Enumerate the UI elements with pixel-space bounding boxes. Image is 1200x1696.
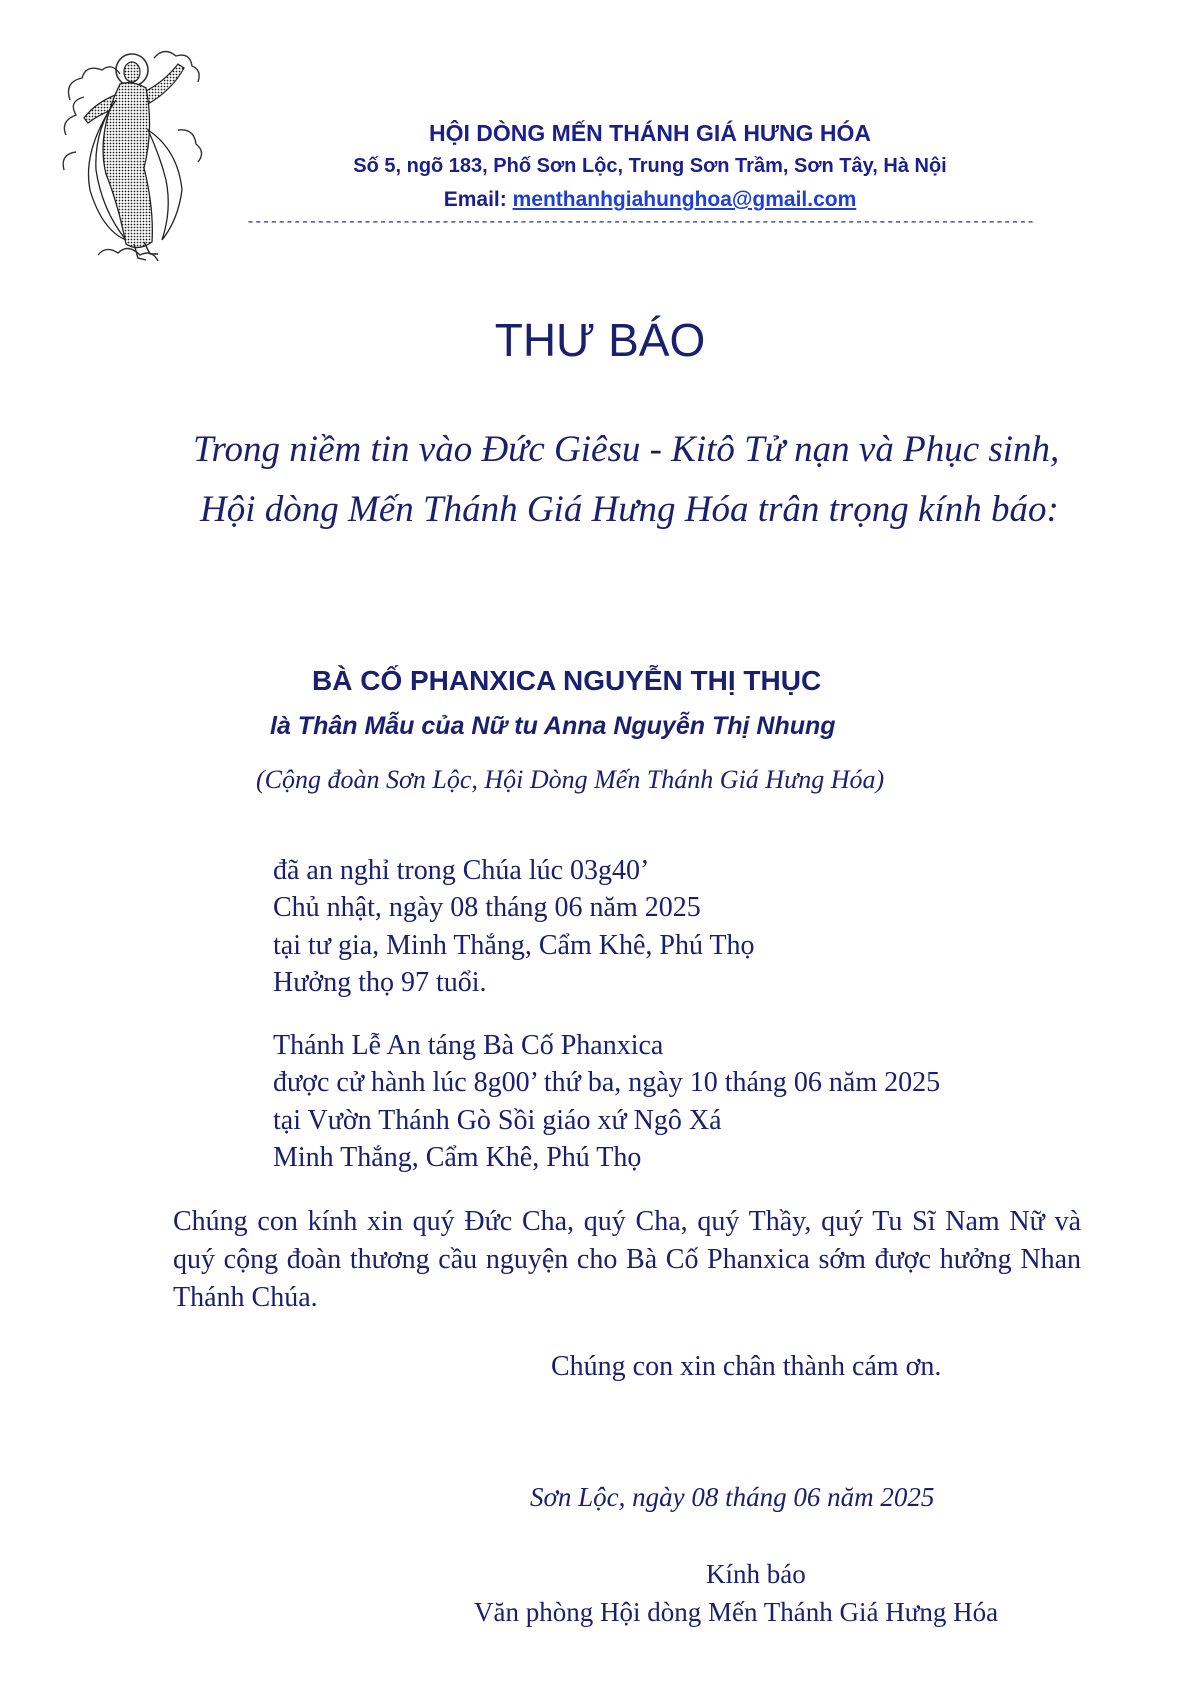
ascension-logo	[58, 40, 208, 280]
signature-greeting: Kính báo	[706, 1559, 806, 1589]
death-info-line: Chủ nhật, ngày 08 tháng 06 năm 2025	[273, 892, 701, 923]
prayer-request: Chúng con kính xin quý Đức Cha, quý Cha, quý Thầy, quý Tu Sĩ Nam Nữ và quý cộng đoàn thương cầu nguyện cho Bà Cố Phanxica sớm được hưởng Nhan Thánh Chúa.	[173, 1206, 1081, 1313]
funeral-info-line: Thánh Lễ An táng Bà Cố Phanxica	[273, 1030, 664, 1061]
header-divider: -----------------------------------------------------------------------------------------------------	[246, 214, 1034, 231]
org-email-line	[240, 188, 1060, 212]
dateline: Sơn Lộc, ngày 08 tháng 06 năm 2025	[530, 1482, 935, 1512]
ascension-figure-icon	[58, 40, 208, 280]
deceased-community: (Cộng đoàn Sơn Lộc, Hội Dòng Mến Thánh Giá Hưng Hóa)	[256, 765, 885, 794]
funeral-info-line: tại Vườn Thánh Gò Sồi giáo xứ Ngô Xá	[273, 1105, 722, 1136]
document-title: THƯ BÁO	[494, 314, 706, 366]
death-info-line: tại tư gia, Minh Thắng, Cẩm Khê, Phú Thọ	[273, 930, 755, 961]
funeral-info-line: Minh Thắng, Cẩm Khê, Phú Thọ	[273, 1142, 642, 1173]
funeral-info-line: được cử hành lúc 8g00’ thứ ba, ngày 10 tháng 06 năm 2025	[273, 1067, 941, 1098]
email-link[interactable]: menthanhgiahunghoa@gmail.com	[512, 188, 857, 211]
death-info-line: Hưởng thọ 97 tuổi.	[273, 967, 487, 998]
death-info-line: đã an nghỉ trong Chúa lúc 03g40’	[273, 855, 650, 886]
thanks-line: Chúng con xin chân thành cám ơn.	[551, 1351, 942, 1382]
intro-line-2: Hội dòng Mến Thánh Giá Hưng Hóa trân trọng kính báo:	[200, 489, 1059, 530]
intro-line-1: Trong niềm tin vào Đức Giêsu - Kitô Tử nạn và Phục sinh,	[193, 429, 1060, 470]
deceased-name: BÀ CỐ PHANXICA NGUYỄN THỊ THỤC	[312, 665, 822, 696]
org-name: HỘI DÒNG MẾN THÁNH GIÁ HƯNG HÓA	[428, 120, 872, 146]
signature-office: Văn phòng Hội dòng Mến Thánh Giá Hưng Hóa	[474, 1597, 999, 1627]
org-address: Số 5, ngõ 183, Phố Sơn Lộc, Trung Sơn Trầm, Sơn Tây, Hà Nội	[353, 155, 947, 177]
email-label: Email:	[443, 188, 507, 211]
deceased-relation: là Thân Mẫu của Nữ tu Anna Nguyễn Thị Nhung	[270, 712, 836, 740]
